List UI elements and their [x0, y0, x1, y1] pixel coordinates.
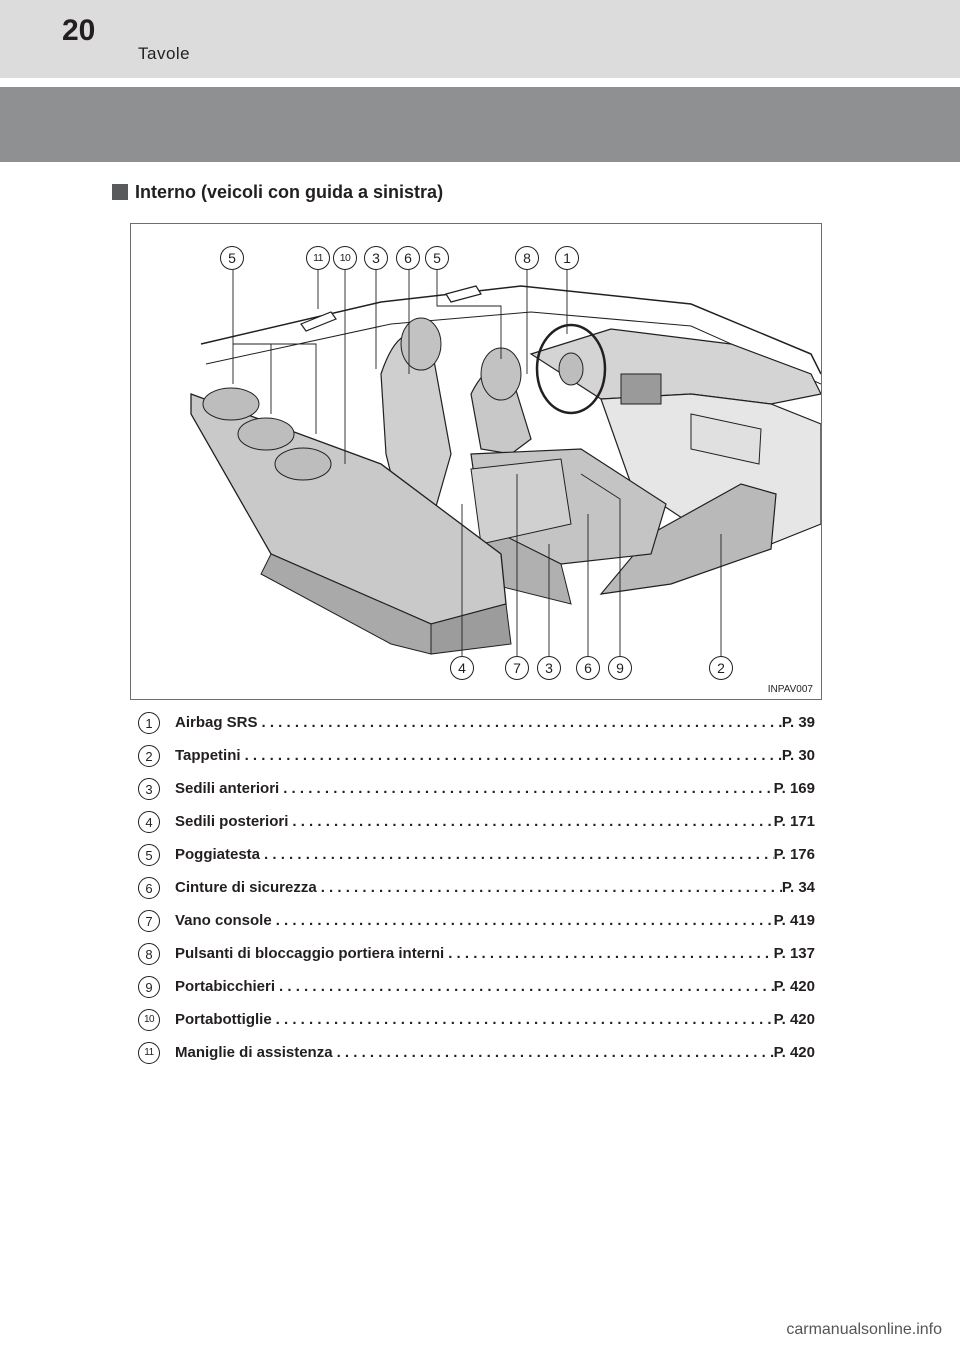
legend-number: 11: [138, 1042, 160, 1064]
legend-page-ref[interactable]: P. 420: [773, 978, 815, 995]
legend-label: Tappetini: [175, 747, 241, 764]
legend-number: 10: [138, 1009, 160, 1031]
callout-top-8: 1: [555, 246, 579, 270]
section-title: Interno (veicoli con guida a sinistra): [135, 181, 444, 202]
legend-label: Poggiatesta: [175, 846, 261, 863]
legend-item: [138, 712, 818, 736]
legend-label: Airbag SRS: [175, 714, 258, 731]
legend-number: 7: [138, 910, 160, 932]
callout-top-2: 11: [306, 246, 330, 270]
callout-top-3: 10: [333, 246, 357, 270]
legend-number: 2: [138, 745, 160, 767]
callout-bottom-5: 9: [608, 656, 632, 680]
legend-label: Vano console: [175, 912, 272, 929]
legend-page-ref[interactable]: P. 420: [773, 1011, 815, 1028]
legend-item: [138, 877, 818, 901]
callout-top-6: 5: [425, 246, 449, 270]
legend-item: [138, 1042, 818, 1066]
legend-item: [138, 778, 818, 802]
callout-top-1: 5: [220, 246, 244, 270]
page-number: 20: [62, 14, 96, 47]
legend-page-ref[interactable]: P. 30: [781, 747, 815, 764]
header-divider: [0, 78, 960, 87]
legend-page-ref[interactable]: P. 169: [773, 780, 815, 797]
section-marker-icon: [112, 184, 128, 200]
callout-bottom-6: 2: [709, 656, 733, 680]
interior-illustration: [130, 223, 822, 700]
legend-number: 6: [138, 877, 160, 899]
figure-code: INPAV007: [767, 684, 813, 695]
legend-number: 9: [138, 976, 160, 998]
legend-page-ref[interactable]: P. 171: [773, 813, 815, 830]
header-band: [0, 87, 960, 162]
legend-page-ref[interactable]: P. 420: [773, 1044, 815, 1061]
callout-top-5: 6: [396, 246, 420, 270]
legend-number: 8: [138, 943, 160, 965]
legend-page-ref[interactable]: P. 137: [773, 945, 815, 962]
legend-number: 5: [138, 844, 160, 866]
callout-top-7: 8: [515, 246, 539, 270]
legend-item: [138, 1009, 818, 1033]
legend-label: Portabicchieri: [175, 978, 276, 995]
callout-bottom-4: 6: [576, 656, 600, 680]
legend-page-ref[interactable]: P. 419: [773, 912, 815, 929]
legend-label: Maniglie di assistenza: [175, 1044, 333, 1061]
legend-item: [138, 910, 818, 934]
legend-page-ref[interactable]: P. 176: [773, 846, 815, 863]
legend-item: [138, 811, 818, 835]
legend-item: [138, 943, 818, 967]
legend-item: [138, 844, 818, 868]
legend-page-ref[interactable]: P. 34: [781, 879, 815, 896]
header-bar: [0, 0, 960, 78]
legend-label: Pulsanti di bloccaggio portiera interni: [175, 945, 445, 962]
callout-bottom-3: 3: [537, 656, 561, 680]
legend-item: [138, 745, 818, 769]
legend-item: [138, 976, 818, 1000]
legend-label: Portabottiglie: [175, 1011, 272, 1028]
legend-label: Sedili posteriori: [175, 813, 289, 830]
callout-bottom-2: 7: [505, 656, 529, 680]
chapter-title: Tavole: [138, 44, 191, 63]
callout-top-4: 3: [364, 246, 388, 270]
legend-label: Cinture di sicurezza: [175, 879, 317, 896]
legend-number: 4: [138, 811, 160, 833]
section-heading: [112, 180, 443, 204]
legend-page-ref[interactable]: P. 39: [781, 714, 815, 731]
legend-number: 1: [138, 712, 160, 734]
callout-bottom-1: 4: [450, 656, 474, 680]
watermark: carmanualsonline.info: [786, 1321, 942, 1338]
legend-label: Sedili anteriori: [175, 780, 280, 797]
car-interior-drawing: [131, 224, 822, 700]
legend-number: 3: [138, 778, 160, 800]
